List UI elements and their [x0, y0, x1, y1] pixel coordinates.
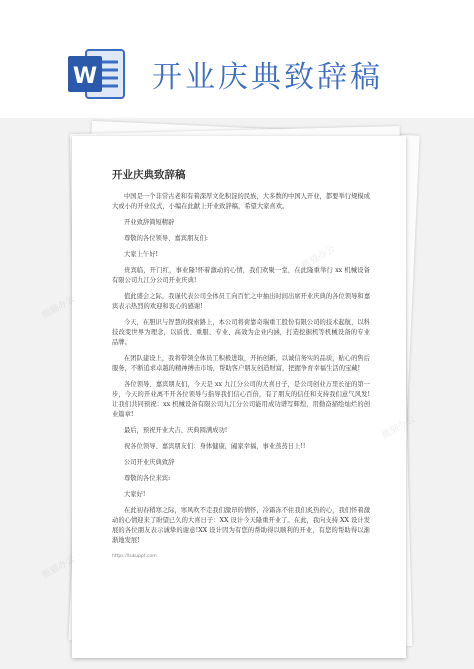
body-paragraph: 祝各位领导、嘉宾朋友们：身体健康，阖家幸福，事业蒸蒸日上!! [124, 443, 306, 450]
body-paragraph: 值此盛会之际，我谨代表公司全体员工向百忙之中抽出时间出席开业庆典的各位领导和嘉宾表示热烈的欢迎和衷心的感谢! [112, 293, 370, 310]
document-body [112, 168, 370, 562]
section-heading: 开业致辞简短精辟 [124, 219, 175, 226]
footer-url: https://tukuppt.com [112, 554, 157, 559]
document-title: 开业庆典致辞稿 [112, 169, 186, 181]
second-hello: 大家好! [124, 491, 146, 498]
body-paragraph: 在团队建设上，我将带领全体员工积极进取，开拓创新，以诚信务实的品质，贴心的售后服务，不断追求卓越的精神搏击市场，帮助客户朋友创造财富，把握争育幸福生活的宝藏! [112, 355, 370, 372]
second-greeting: 尊敬的各位来宾: [124, 475, 171, 482]
body-paragraph: 最后，预祝开业大吉、庆典圆满成功! [124, 427, 228, 434]
word-icon [66, 46, 128, 102]
greeting: 尊敬的各位领导、嘉宾朋友们: [124, 235, 208, 242]
second-section-heading: 公司开业庆典致辞 [124, 459, 175, 466]
intro-paragraph: 中国是一个非常古老和有着深厚文化积淀的民族，大多数的中国人开业，都要举行规模或大或小的开业仪式，小编在此献上开业致辞稿，希望大家喜欢。 [112, 193, 370, 210]
svg-text:W: W [72, 64, 98, 89]
greeting-hello: 大家上午好! [124, 251, 159, 258]
body-paragraph: 各位领导、嘉宾朋友们，今天是 xx 九江分公司的大喜日子，是公司创业万里长征的第一步，今天的开业离不开各位领导与指导我们信心百倍，有了朋友的信任和支持我们意气风发!让我们共同预祝：xx 机械设备有限公司九江分公司能用成功谱写辉煌，用勤奋描绘灿烂的创业篇章! [112, 381, 370, 418]
second-body-paragraph: 在此初春稍寒之际，寒风吹不走我们激昂的情怀，冷霜冻不住我们炙热的心，我们怀着激动的心情迎来了盼望已久的大喜日子：XX 设计今天隆重开业了。在此，我向支持 XX 设计发展的各位朋友表示诚挚的谢意!XX 设计因为有您的帮助得以顺利的开业，有您的帮助得以渐渐地发展! [112, 507, 370, 544]
page-title: 开业庆典致辞稿 [152, 60, 383, 95]
header-banner [0, 0, 474, 118]
body-paragraph: 今天，在胆识与智慧的探索路上，本公司将荷靠奇瑞重工股份有限公司的技术起航，以科技改变世界为理念，以质优、重服、专业、高效为企业内涵，打造挖掘机等机械设备的专业品牌。 [112, 319, 370, 346]
body-paragraph: 贵宾临，开门红，事业隆!怀着激动的心情，我们欢聚一堂，在此隆重举行 xx 机械设备有限公司九江分公司开业庆典! [112, 267, 370, 284]
